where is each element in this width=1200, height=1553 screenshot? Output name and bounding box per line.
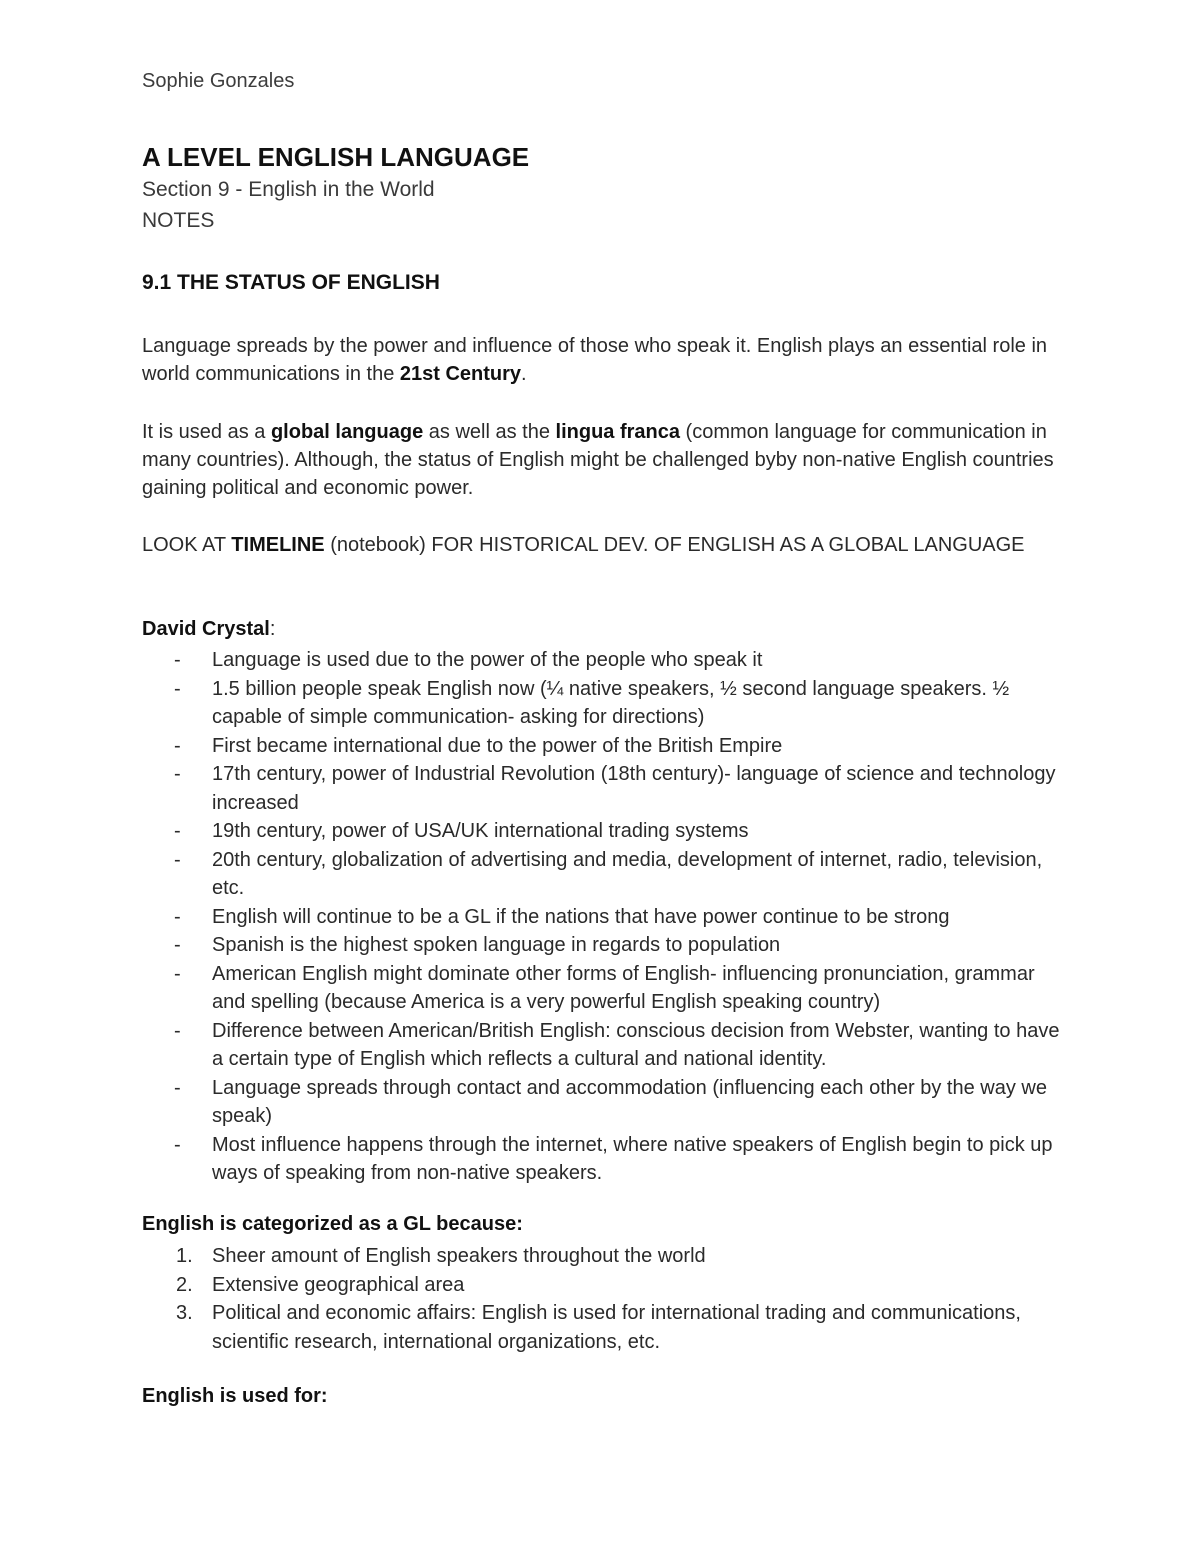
list-item (142, 1299, 1062, 1356)
dash-marker: - (174, 962, 181, 985)
paragraph-timeline-note (142, 531, 1072, 559)
para2-text-a: It is used as a (142, 421, 271, 443)
list-item (142, 1271, 1062, 1300)
list-item-text: Language is used due to the power of the people who speak it (212, 649, 763, 671)
list-item-text: Sheer amount of English speakers throughout the world (212, 1245, 706, 1267)
gl-reasons-list (142, 1242, 1062, 1356)
paragraph-language-spread (142, 332, 1072, 388)
dash-marker: - (174, 820, 181, 842)
list-item-text: Difference between American/British English: conscious decision from Webster, wanting to have a certain type of English which reflects a cultural and national identity. (212, 1019, 1060, 1070)
dash-marker: - (174, 1133, 181, 1156)
list-item-text: Spanish is the highest spoken language in regards to population (212, 934, 781, 956)
list-item (142, 1017, 1062, 1074)
list-item (142, 1242, 1062, 1271)
para2-bold-global-language: global language (270, 421, 424, 443)
dash-marker: - (174, 677, 181, 700)
document-subtitle: Section 9 - English in the World (142, 178, 435, 201)
para1-text-b: . (521, 363, 527, 385)
list-item (142, 903, 1062, 932)
para3-text-b: (notebook) FOR HISTORICAL DEV. OF ENGLISH AS A GLOBAL LANGUAGE (324, 534, 1025, 556)
dash-marker: - (174, 1019, 181, 1042)
list-item (142, 817, 1062, 846)
list-number: 1. (176, 1245, 193, 1267)
list-item-text: Most influence happens through the internet, where native speakers of English begin to pick up ways of speaking from non-native speakers. (212, 1133, 1053, 1184)
list-item (142, 732, 1062, 761)
david-crystal-points (142, 646, 1062, 1188)
notes-label: NOTES (142, 209, 215, 232)
list-item (142, 960, 1062, 1017)
list-item-text: American English might dominate other forms of English- influencing pronunciation, grammar and spelling (because America is a very powerful English speaking country) (212, 962, 1035, 1013)
list-item-text: First became international due to the power of the British Empire (212, 734, 783, 757)
para2-text-c: (common language for communication in many countries). Although, the status of English might be challenged byby non-native English countries gaining political and economic power. (142, 421, 1054, 499)
dash-marker: - (174, 763, 181, 785)
list-item-text: Political and economic affairs: English is used for international trading and communications, scientific research, international organizations, etc. (212, 1302, 1021, 1353)
david-crystal-heading (142, 618, 275, 641)
list-item (142, 760, 1062, 817)
david-crystal-name: David Crystal (142, 618, 270, 640)
list-item-text: 17th century, power of Industrial Revolution (18th century)- language of science and technology increased (212, 763, 1056, 814)
list-item (142, 675, 1062, 732)
list-number: 3. (176, 1302, 193, 1324)
list-item (142, 846, 1062, 903)
list-item-text: English will continue to be a GL if the nations that have power continue to be strong (212, 905, 950, 928)
dash-marker: - (174, 934, 181, 956)
section-heading: 9.1 THE STATUS OF ENGLISH (142, 271, 440, 294)
gl-reasons-heading: English is categorized as a GL because: (142, 1213, 523, 1235)
dash-marker: - (174, 1076, 181, 1099)
list-item-text: 20th century, globalization of advertising and media, development of internet, radio, television, etc. (212, 848, 1043, 899)
list-item-text: 19th century, power of USA/UK international trading systems (212, 820, 749, 842)
list-item (142, 1074, 1062, 1131)
list-item (142, 646, 1062, 675)
para3-text-a: LOOK AT (142, 534, 232, 556)
list-item-text: 1.5 billion people speak English now (¼ native speakers, ½ second language speakers. ½ capable of simple communication- asking for directions) (212, 677, 1010, 728)
english-used-for-heading: English is used for: (142, 1385, 328, 1407)
paragraph-global-language (142, 418, 1072, 502)
dash-marker: - (174, 905, 181, 928)
para3-bold-timeline: TIMELINE (231, 534, 325, 556)
para2-bold-lingua-franca: lingua franca (555, 421, 680, 443)
dash-marker: - (174, 848, 181, 871)
list-item-text: Extensive geographical area (212, 1273, 465, 1296)
document-title: A LEVEL ENGLISH LANGUAGE (142, 142, 530, 172)
list-item (142, 1131, 1062, 1188)
list-item (142, 931, 1062, 960)
para1-bold-21st-century: 21st Century (399, 363, 522, 385)
author-name: Sophie Gonzales (142, 70, 295, 92)
david-crystal-colon: : (269, 618, 276, 640)
para2-text-b: as well as the (423, 421, 556, 443)
list-item-text: Language spreads through contact and accommodation (influencing each other by the way we speak) (212, 1076, 1047, 1127)
dash-marker: - (174, 649, 181, 671)
dash-marker: - (174, 734, 181, 757)
list-number: 2. (176, 1273, 193, 1296)
para1-text-a: Language spreads by the power and influence of those who speak it. English plays an essential role in world communications in the (142, 335, 1048, 385)
